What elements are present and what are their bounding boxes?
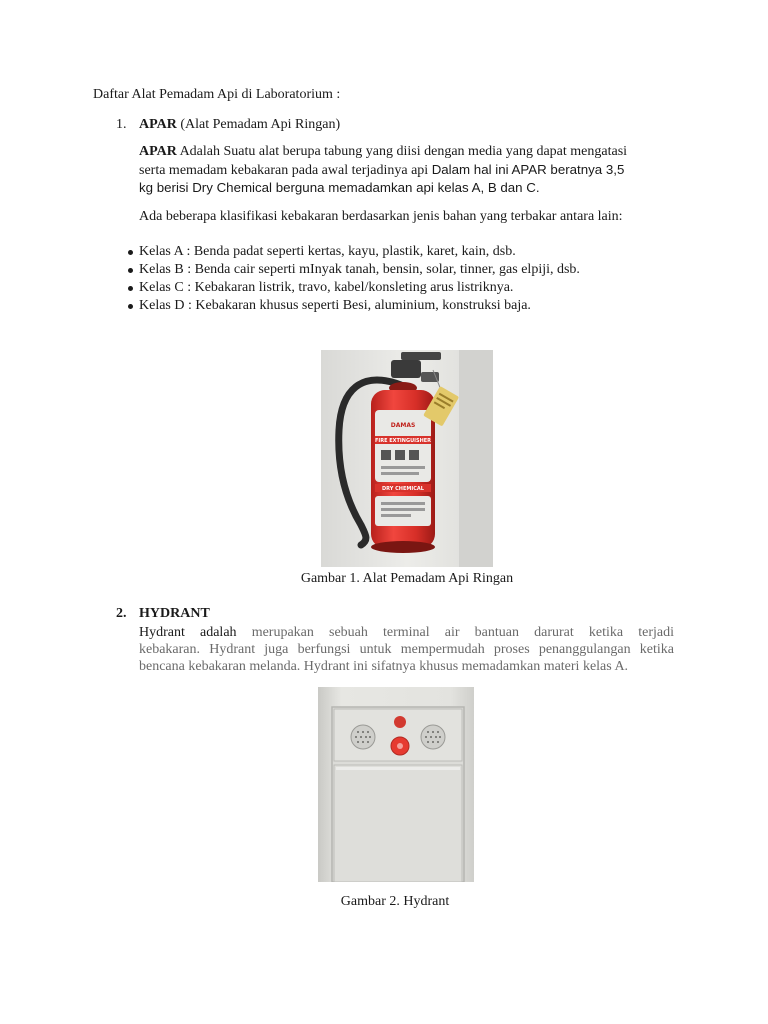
- list-item: Kelas C : Kebakaran listrik, travo, kabel/konsleting arus listriknya.: [139, 280, 514, 295]
- section2-line1-black: Hydrant adalah: [139, 625, 237, 640]
- extinguisher-brand: DAMAS: [390, 422, 416, 429]
- section1-title-rest: (Alat Pemadam Api Ringan): [176, 117, 341, 132]
- section1-number: 1.: [116, 117, 127, 132]
- para1-line2-sans: Dalam hal ini APAR beratnya 3,5: [431, 162, 625, 177]
- extinguisher-label-dry: DRY CHEMICAL: [382, 486, 424, 492]
- section1-para1-line1: [139, 143, 627, 161]
- para1-line2-serif: serta memadam kebakaran pada awal terjadinya api: [139, 163, 432, 178]
- section1-para1-line3: kg berisi Dry Chemical berguna memadamkan api kelas A, B dan C.: [139, 180, 540, 195]
- list-item: Kelas A : Benda padat seperti kertas, kayu, plastik, karet, kain, dsb.: [139, 244, 516, 259]
- extinguisher-label: FIRE EXTINGUISHER: [374, 438, 432, 444]
- section2-number: 2.: [116, 606, 127, 621]
- section1-para2: Ada beberapa klasifikasi kebakaran berdasarkan jenis bahan yang terbakar antara lain:: [139, 209, 623, 224]
- bullet-dot-icon: [128, 286, 133, 291]
- section2-line3: bencana kebakaran melanda. Hydrant ini sifatnya khusus memadamkan materi kelas A.: [139, 659, 629, 674]
- section2-line1: [139, 624, 674, 641]
- fire-extinguisher-photo: [321, 350, 493, 567]
- section2-line1-gray: merupakan sebuah terminal air bantuan darurat ketika terjadi: [251, 625, 674, 640]
- section2-title: HYDRANT: [139, 606, 210, 621]
- para1-line1-rest: Adalah Suatu alat berupa tabung yang diisi dengan media yang dapat mengatasi: [176, 144, 628, 159]
- section1-para1-line2: [139, 161, 624, 180]
- hydrant-cabinet-photo: [318, 687, 474, 882]
- bullet-dot-icon: [128, 304, 133, 309]
- list-item: Kelas D : Kebakaran khusus seperti Besi, aluminium, konstruksi baja.: [139, 298, 531, 313]
- figure2-caption: Gambar 2. Hydrant: [340, 894, 450, 909]
- list-item: Kelas B : Benda cair seperti mInyak tanah, bensin, solar, tinner, gas elpiji, dsb.: [139, 262, 580, 277]
- section2-line2: kebakaran. Hydrant juga berfungsi untuk mempermudah proses penanggulangan ketika: [139, 642, 674, 657]
- document-heading: Daftar Alat Pemadam Api di Laboratorium :: [93, 87, 341, 102]
- para1-bold: APAR: [139, 144, 177, 159]
- bullet-dot-icon: [128, 250, 133, 255]
- figure1-caption: Gambar 1. Alat Pemadam Api Ringan: [300, 571, 514, 586]
- section1-title-bold: APAR: [139, 117, 177, 132]
- bullet-dot-icon: [128, 268, 133, 273]
- section1-title: [139, 116, 340, 134]
